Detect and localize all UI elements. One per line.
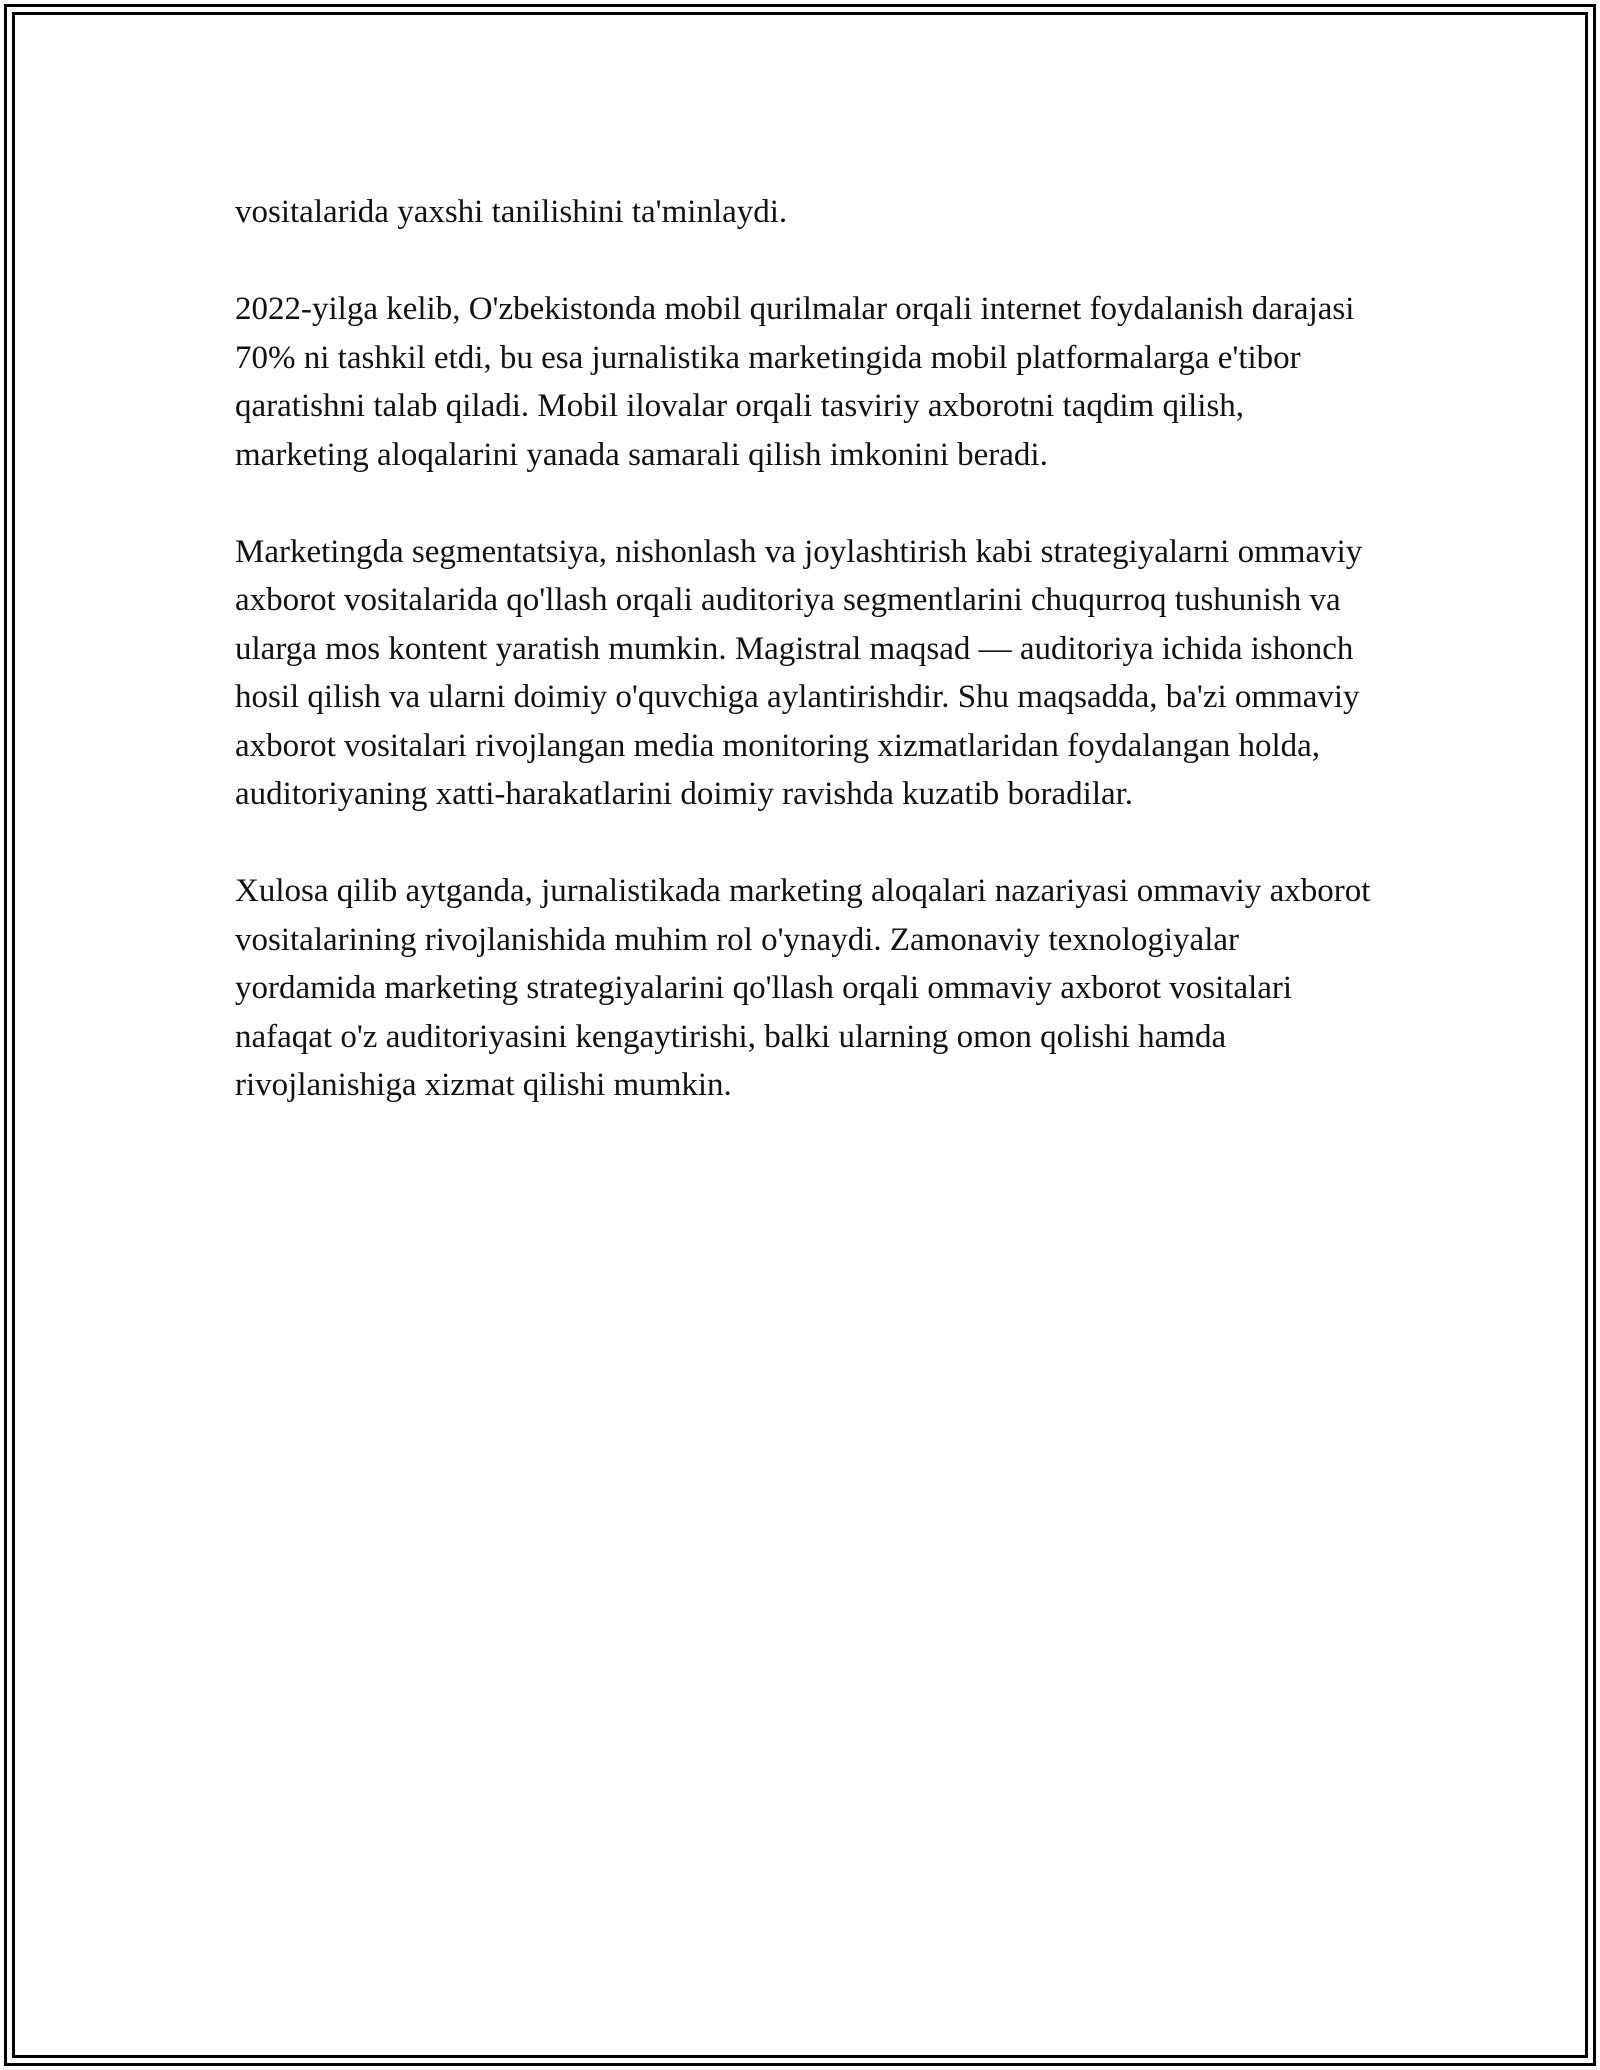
paragraph-mobile-internet: 2022-yilga kelib, O'zbekistonda mobil qurilmalar orqali internet foydalanish darajasi 70% ni tashkil etdi, bu esa jurnalistika marketingida mobil platformalarga e'tibor qaratishni talab qiladi. Mobil ilovalar orqali tasviriy axborotni taqdim qilish, marketing aloqalarini yanada samarali qilish imkonini beradi. [235,291,1355,473]
paragraph-continuation: vositalarida yaxshi tanilishini ta'minlaydi. [235,194,788,230]
document-body [235,188,1385,1158]
paragraph-conclusion: Xulosa qilib aytganda, jurnalistikada marketing aloqalari nazariyasi ommaviy axborot vositalarining rivojlanishida muhim rol o'ynaydi. Zamonaviy texnologiyalar yordamida marketing strategiyalarini qo'llash orqali ommaviy axborot vositalari nafaqat o'z auditoriyasini kengaytirishi, balki ularning omon qolishi hamda rivojlanishiga xizmat qilishi mumkin. [235,873,1371,1103]
paragraph-segmentation: Marketingda segmentatsiya, nishonlash va joylashtirish kabi strategiyalarni ommaviy axborot vositalarida qo'llash orqali auditoriya segmentlarini chuqurroq tushunish va ularga mos kontent yaratish mumkin. Magistral maqsad — auditoriya ichida ishonch hosil qilish va ularni doimiy o'quvchiga aylantirishdir. Shu maqsadda, ba'zi ommaviy axborot vositalari rivojlangan media monitoring xizmatlaridan foydalangan holda, auditoriyaning xatti-harakatlarini doimiy ravishda kuzatib boradilar. [235,533,1363,812]
